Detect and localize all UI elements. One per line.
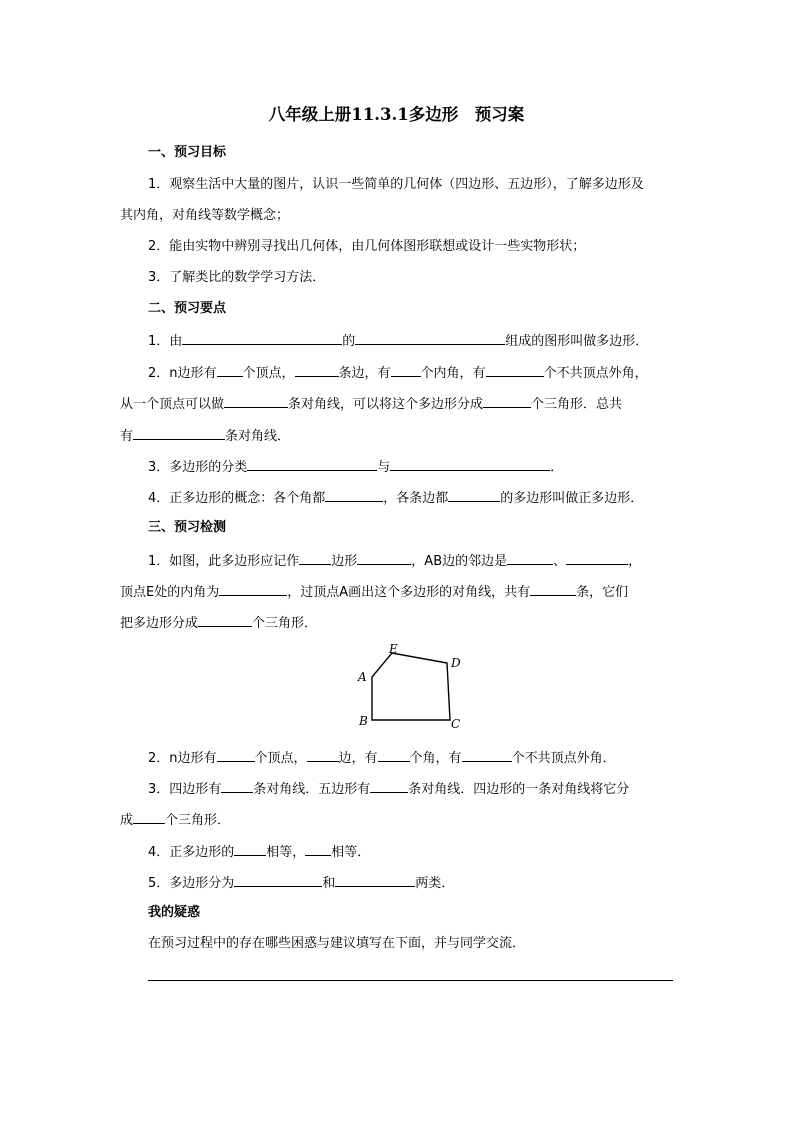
- check-1-line-3: [120, 612, 317, 634]
- text-segment: 条对角线．四边形的一条对角线将它分: [408, 782, 630, 797]
- pentagon-shape: [372, 653, 450, 720]
- answer-blank[interactable]: [224, 393, 288, 408]
- key-point-3: [148, 456, 563, 478]
- answer-blank[interactable]: [217, 747, 255, 762]
- answer-blank[interactable]: [448, 487, 500, 502]
- answer-blank[interactable]: [299, 550, 331, 565]
- answer-blank[interactable]: [305, 841, 331, 856]
- answer-blank[interactable]: [295, 362, 339, 377]
- key-point-2-line-2: [120, 393, 622, 415]
- answer-blank[interactable]: [247, 456, 377, 471]
- text-segment: 2．n边形有: [148, 366, 217, 381]
- text-segment: 有: [120, 429, 134, 444]
- vertex-label-a: A: [358, 670, 367, 684]
- text-segment: ，各条边都: [383, 491, 449, 506]
- answer-blank[interactable]: [217, 362, 243, 377]
- answer-blank[interactable]: [221, 778, 253, 793]
- text-segment: 相等，: [266, 845, 306, 860]
- answer-blank[interactable]: [357, 550, 411, 565]
- text-segment: 顶点E处的内角为: [120, 585, 220, 600]
- text-segment: 4．正多边形的: [148, 845, 235, 860]
- answer-blank[interactable]: [391, 362, 421, 377]
- answer-blank[interactable]: [182, 330, 342, 345]
- answer-blank[interactable]: [198, 612, 252, 627]
- objective-1-line-1: 1．观察生活中大量的图片，认识一些简单的几何体（四边形、五边形），了解多边形及: [148, 177, 644, 192]
- answer-blank[interactable]: [378, 747, 410, 762]
- section-heading-self-check: 三、预习检测: [148, 520, 227, 535]
- text-segment: 与: [377, 460, 391, 475]
- key-point-1: [148, 330, 648, 352]
- check-1-line-1: [148, 550, 641, 572]
- text-segment: 1．由: [148, 334, 183, 349]
- text-segment: ，: [628, 554, 642, 569]
- objective-1-line-2: 其内角，对角线等数学概念；: [120, 208, 290, 223]
- text-segment: 从一个顶点可以做: [120, 397, 225, 412]
- answer-blank[interactable]: [307, 747, 339, 762]
- text-segment: ，过顶点A画出这个多边形的对角线，共有: [287, 585, 531, 600]
- text-segment: ．: [550, 460, 564, 475]
- text-segment: 两类．: [415, 876, 455, 891]
- answer-blank[interactable]: [486, 362, 544, 377]
- text-segment: 2．n边形有: [148, 751, 217, 766]
- answer-blank[interactable]: [219, 581, 287, 596]
- text-segment: 条对角线．五边形有: [253, 782, 371, 797]
- text-segment: 边，有: [338, 751, 378, 766]
- answer-blank[interactable]: [355, 330, 505, 345]
- check-3-line-2: [120, 809, 230, 831]
- text-segment: 个三角形．总共: [531, 397, 623, 412]
- page-title: 八年级上册11.3.1多边形 预习案: [268, 105, 525, 124]
- section-heading-key-points: 二、预习要点: [148, 301, 227, 316]
- text-segment: 的多边形叫做正多边形．: [500, 491, 644, 506]
- text-segment: 3．四边形有: [148, 782, 222, 797]
- key-point-2-line-3: [120, 425, 290, 447]
- text-segment: 个三角形．: [165, 813, 231, 828]
- text-segment: 个角，有: [409, 751, 462, 766]
- answer-blank[interactable]: [462, 747, 512, 762]
- text-segment: 条边，有: [338, 366, 391, 381]
- answer-blank[interactable]: [234, 872, 322, 887]
- text-segment: 个不共顶点外角．: [511, 751, 616, 766]
- doubts-writing-line[interactable]: [148, 980, 673, 981]
- text-segment: 条对角线．: [225, 429, 291, 444]
- text-segment: 个顶点，: [254, 751, 307, 766]
- check-2: [148, 747, 616, 769]
- section-heading-objectives: 一、预习目标: [148, 145, 227, 160]
- answer-blank[interactable]: [530, 581, 576, 596]
- answer-blank[interactable]: [133, 809, 165, 824]
- text-segment: 个顶点，: [242, 366, 295, 381]
- answer-blank[interactable]: [483, 393, 531, 408]
- text-segment: 、: [553, 554, 567, 569]
- text-segment: 和: [322, 876, 336, 891]
- vertex-label-d: D: [451, 656, 461, 670]
- check-1-line-2: [120, 581, 628, 603]
- pentagon-figure: [350, 640, 470, 739]
- text-segment: 相等．: [331, 845, 371, 860]
- text-segment: 个内角，有: [420, 366, 486, 381]
- text-segment: 组成的图形叫做多边形．: [505, 334, 649, 349]
- answer-blank[interactable]: [335, 872, 415, 887]
- text-segment: 成: [120, 813, 134, 828]
- text-segment: 把多边形分成: [120, 616, 199, 631]
- text-segment: 5．多边形分为: [148, 876, 235, 891]
- check-3-line-1: [148, 778, 629, 800]
- text-segment: 个三角形．: [252, 616, 318, 631]
- answer-blank[interactable]: [507, 550, 553, 565]
- answer-blank[interactable]: [133, 425, 225, 440]
- key-point-4: [148, 487, 643, 509]
- objective-2: 2．能由实物中辨别寻找出几何体，由几何体图形联想或设计一些实物形状；: [148, 239, 586, 254]
- vertex-label-e: E: [389, 642, 398, 656]
- answer-blank[interactable]: [234, 841, 266, 856]
- text-segment: 个不共顶点外角，: [543, 366, 648, 381]
- doubts-instruction: 在预习过程中的存在哪些困惑与建议填写在下面，并与同学交流．: [148, 936, 526, 951]
- text-segment: 的: [342, 334, 356, 349]
- answer-blank[interactable]: [566, 550, 628, 565]
- text-segment: 1．如图，此多边形应记作: [148, 554, 300, 569]
- text-segment: 条，它们: [576, 585, 629, 600]
- pentagon-diagram: [350, 640, 470, 735]
- answer-blank[interactable]: [370, 778, 408, 793]
- doubts-heading: 我的疑惑: [148, 905, 201, 920]
- text-segment: 边形: [331, 554, 358, 569]
- check-4: [148, 841, 370, 863]
- answer-blank[interactable]: [390, 456, 550, 471]
- answer-blank[interactable]: [325, 487, 383, 502]
- text-segment: ，AB边的邻边是: [411, 554, 508, 569]
- vertex-label-c: C: [451, 717, 461, 731]
- objective-3: 3．了解类比的数学学习方法．: [148, 270, 326, 285]
- text-segment: 4．正多边形的概念：各个角都: [148, 491, 326, 506]
- text-segment: 3．多边形的分类: [148, 460, 248, 475]
- vertex-label-b: B: [359, 714, 368, 728]
- key-point-2-line-1: [148, 362, 648, 384]
- check-5: [148, 872, 454, 894]
- text-segment: 条对角线，可以将这个多边形分成: [288, 397, 484, 412]
